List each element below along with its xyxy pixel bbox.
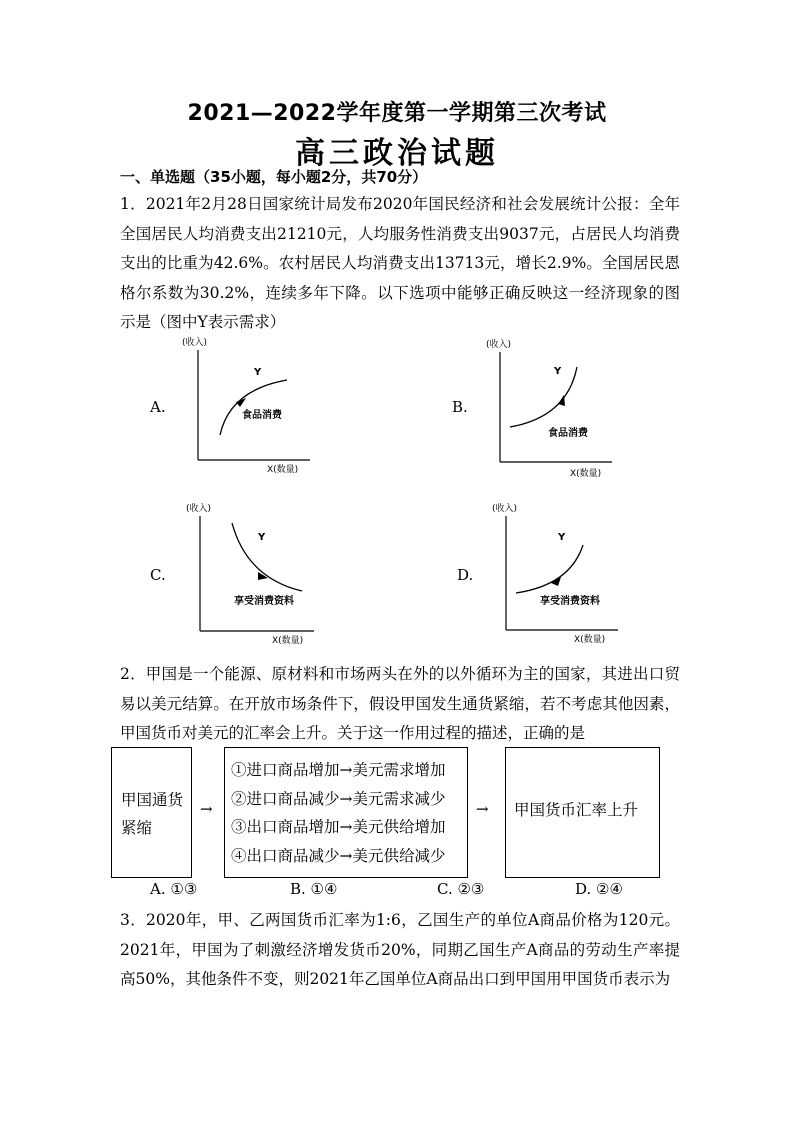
q2-option-c: C. ②③	[437, 880, 485, 898]
flow-item-4: ④出口商品减少→美元供给减少	[231, 846, 446, 865]
flow-item-1: ①进口商品增加→美元需求增加	[231, 761, 446, 779]
q2-option-d: D. ②④	[575, 880, 623, 898]
flow-box-middle	[224, 747, 468, 878]
flow-item-3: ③出口商品增加→美元供给增加	[231, 818, 446, 836]
exam-subtitle: 2021—2022学年度第一学期第三次考试	[187, 101, 607, 126]
flow-box-left: 甲国通货紧缩	[111, 747, 192, 878]
chart-c-curve-label: Y	[258, 532, 266, 543]
chart-c	[172, 498, 322, 648]
exam-title: 高三政治试题	[295, 136, 499, 171]
chart-b	[472, 332, 622, 482]
chart-d-curve-label: Y	[558, 532, 566, 543]
chart-b-curve	[510, 367, 577, 427]
chart-c-series-label: 享受消费资料	[234, 596, 294, 607]
chart-d-curve	[516, 545, 583, 593]
chart-a-curve	[220, 380, 287, 435]
chart-d-series-label: 享受消费资料	[540, 596, 600, 607]
question-2-text: 2．甲国是一个能源、原材料和市场两头在外的以外循环为主的国家，其进出口贸易以美元结算。在开放市场条件下，假设甲国发生通货紧缩，若不考虑其他因素，甲国货币对美元的汇率会上升。关于这一作用过程的描述，正确的是	[120, 665, 680, 742]
flow-item-2: ②进口商品减少→美元需求减少	[231, 789, 446, 808]
chart-b-ylabel: (收入)	[486, 340, 512, 350]
chart-d-xlabel: X(数量)	[574, 635, 606, 645]
chart-d-letter: D.	[457, 566, 474, 584]
chart-a-series-label: 食品消费	[242, 410, 282, 421]
q2-option-a: A. ①③	[150, 880, 198, 898]
chart-b-xlabel: X(数量)	[570, 469, 602, 479]
question-3-text: 3．2020年，甲、乙两国货币汇率为1:6，乙国生产的单位A商品价格为120元。2021年，甲国为了刺激经济增发货币20%，同期乙国生产A商品的劳动生产率提高50%，其他条件不变，则2021年乙国单位A商品出口到甲国用甲国货币表示为	[120, 911, 680, 988]
q2-option-b: B. ①④	[290, 880, 338, 898]
chart-a	[170, 330, 320, 480]
chart-d	[478, 500, 628, 650]
flow-box-right: 甲国货币汇率上升	[505, 747, 660, 878]
chart-a-letter: A.	[150, 398, 166, 416]
chart-b-curve-label: Y	[554, 366, 562, 377]
chart-a-curve-label: Y	[254, 367, 262, 378]
chart-c-ylabel: (收入)	[186, 504, 212, 514]
section-heading: 一、单选题（35小题，每小题2分，共70分）	[120, 168, 428, 186]
chart-a-ylabel: (收入)	[182, 338, 208, 348]
chart-d-ylabel: (收入)	[492, 504, 518, 514]
chart-c-letter: C.	[150, 566, 166, 584]
chart-b-series-label: 食品消费	[548, 428, 588, 439]
chart-b-arrow	[558, 395, 565, 406]
chart-c-curve	[232, 523, 302, 591]
flow-arrow-1: →	[200, 800, 213, 818]
chart-b-letter: B.	[452, 398, 468, 416]
question-1-text: 1．2021年2月28日国家统计局发布2020年国民经济和社会发展统计公报：全年全国居民人均消费支出21210元，人均服务性消费支出9037元，占居民人均消费支出的比重为42.6%。农村居民人均消费支出13713元，增长2.9%。全国居民恩格尔系数为30.2%，连续多年下降。以下选项中能够正确反映这一经济现象的图示是（图中Y表示需求）	[120, 195, 680, 331]
chart-c-xlabel: X(数量)	[272, 636, 304, 646]
chart-a-xlabel: X(数量)	[267, 465, 299, 475]
flow-arrow-2: →	[476, 800, 489, 818]
